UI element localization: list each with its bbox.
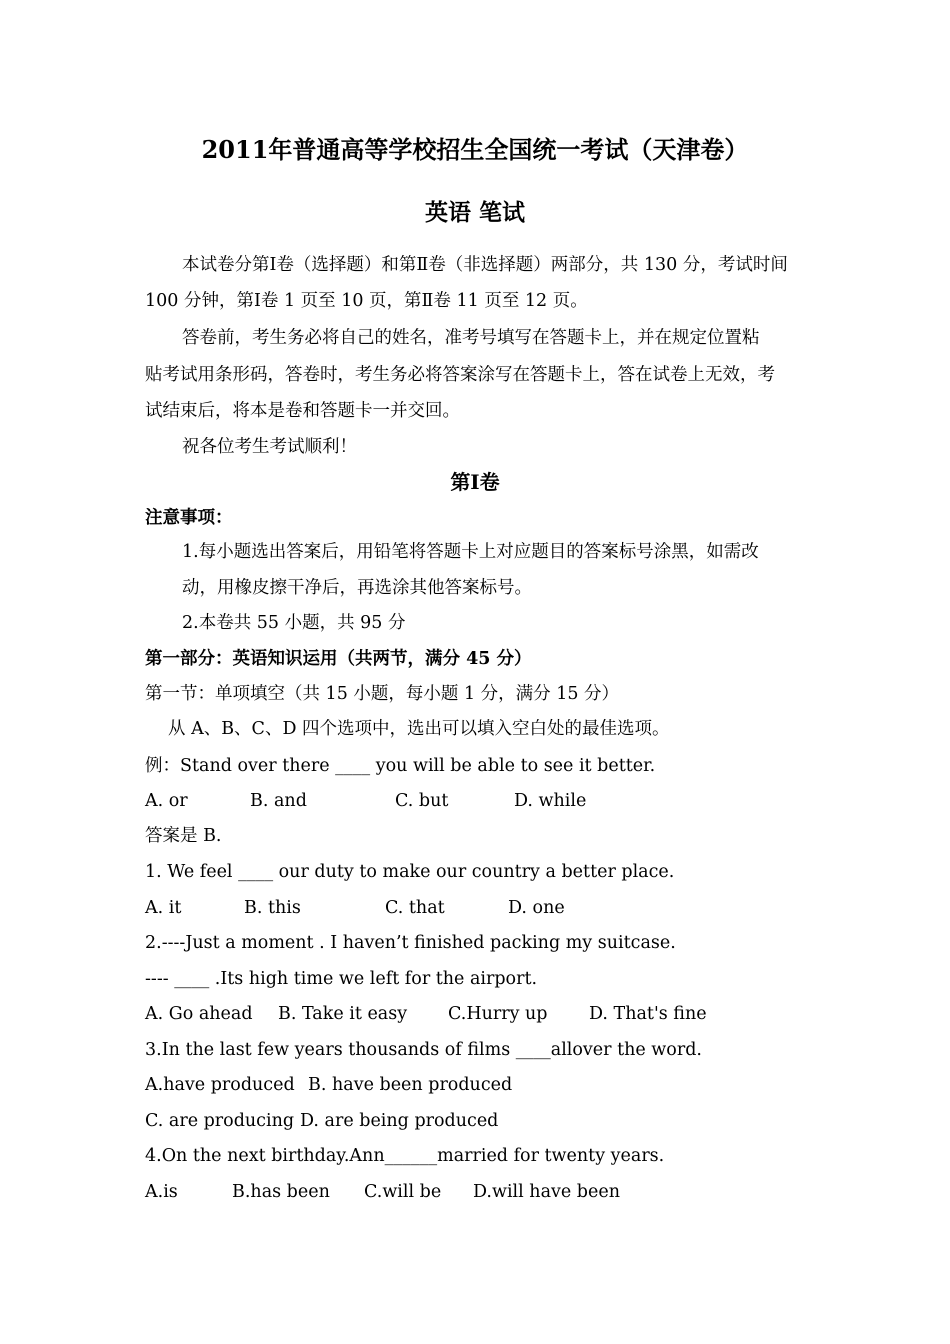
example-option-b: B. and <box>250 791 307 811</box>
intro-paragraph-1-line-1: 本试卷分第Ⅰ卷（选择题）和第Ⅱ卷（非选择题）两部分，共 130 分，考试时间 <box>182 255 788 275</box>
question-2-stem: 2.----Just a moment . I haven’t finished packing my suitcase. <box>145 933 676 953</box>
example-option-d: D. while <box>514 791 587 811</box>
example-option-a: A. or <box>145 791 188 811</box>
question-2-stem-line-2: ---- ____ .Its high time we left for the airport. <box>145 969 538 989</box>
example-option-c: C. but <box>395 791 449 811</box>
question-3-option-a: A.have produced <box>145 1075 295 1095</box>
question-4-option-c: C.will be <box>364 1182 442 1202</box>
question-3-stem: 3.In the last few years thousands of films ____allover the word. <box>145 1040 702 1060</box>
example-answer: 答案是 B. <box>145 826 222 846</box>
section-heading-juan-1: 第Ⅰ卷 <box>450 470 500 494</box>
intro-paragraph-2-line-2: 贴考试用条形码，答卷时，考生务必将答案涂写在答题卡上，答在试卷上无效，考 <box>145 365 775 385</box>
exam-title: 2011年普通高等学校招生全国统一考试（天津卷） <box>201 135 749 164</box>
question-2-option-c: C.Hurry up <box>448 1004 548 1024</box>
question-4-option-d: D.will have been <box>473 1182 620 1202</box>
question-2-option-a: A. Go ahead <box>145 1004 253 1024</box>
notes-item-1-line-2: 动，用橡皮擦干净后，再选涂其他答案标号。 <box>182 578 532 598</box>
section-1-instruction: 从 A、B、C、D 四个选项中，选出可以填入空白处的最佳选项。 <box>168 719 670 739</box>
question-4-option-a: A.is <box>145 1182 178 1202</box>
intro-paragraph-2-line-1: 答卷前，考生务必将自己的姓名，准考号填写在答题卡上，并在规定位置粘 <box>182 328 760 348</box>
notes-heading: 注意事项： <box>145 508 233 528</box>
part-1-heading: 第一部分：英语知识运用（共两节，满分 45 分） <box>145 649 532 669</box>
question-1-option-c: C. that <box>385 898 445 918</box>
notes-item-1-line-1: 1.每小题选出答案后，用铅笔将答题卡上对应题目的答案标号涂黑，如需改 <box>182 542 759 562</box>
intro-paragraph-1-line-2: 100 分钟，第Ⅰ卷 1 页至 10 页，第Ⅱ卷 11 页至 12 页。 <box>145 291 588 311</box>
notes-item-2: 2.本卷共 55 小题，共 95 分 <box>182 613 406 633</box>
question-3-option-c: C. are producing <box>145 1111 295 1131</box>
question-1-option-b: B. this <box>244 898 301 918</box>
question-1-option-d: D. one <box>508 898 565 918</box>
question-1-stem: 1. We feel ____ our duty to make our country a better place. <box>145 862 675 882</box>
intro-paragraph-3: 祝各位考生考试顺利！ <box>182 437 357 457</box>
example-stem: 例：Stand over there ____ you will be able to see it better. <box>145 756 656 776</box>
question-2-option-d: D. That's fine <box>589 1004 707 1024</box>
question-3-option-d: D. are being produced <box>300 1111 499 1131</box>
question-2-option-b: B. Take it easy <box>278 1004 408 1024</box>
question-4-stem: 4.On the next birthday.Ann______married for twenty years. <box>145 1146 665 1166</box>
question-1-option-a: A. it <box>145 898 182 918</box>
question-4-option-b: B.has been <box>232 1182 330 1202</box>
intro-paragraph-2-line-3: 试结束后，将本是卷和答题卡一并交回。 <box>145 401 460 421</box>
exam-subtitle: 英语 笔试 <box>424 199 525 226</box>
section-1-heading: 第一节：单项填空（共 15 小题，每小题 1 分，满分 15 分） <box>145 684 620 704</box>
question-3-option-b: B. have been produced <box>308 1075 513 1095</box>
